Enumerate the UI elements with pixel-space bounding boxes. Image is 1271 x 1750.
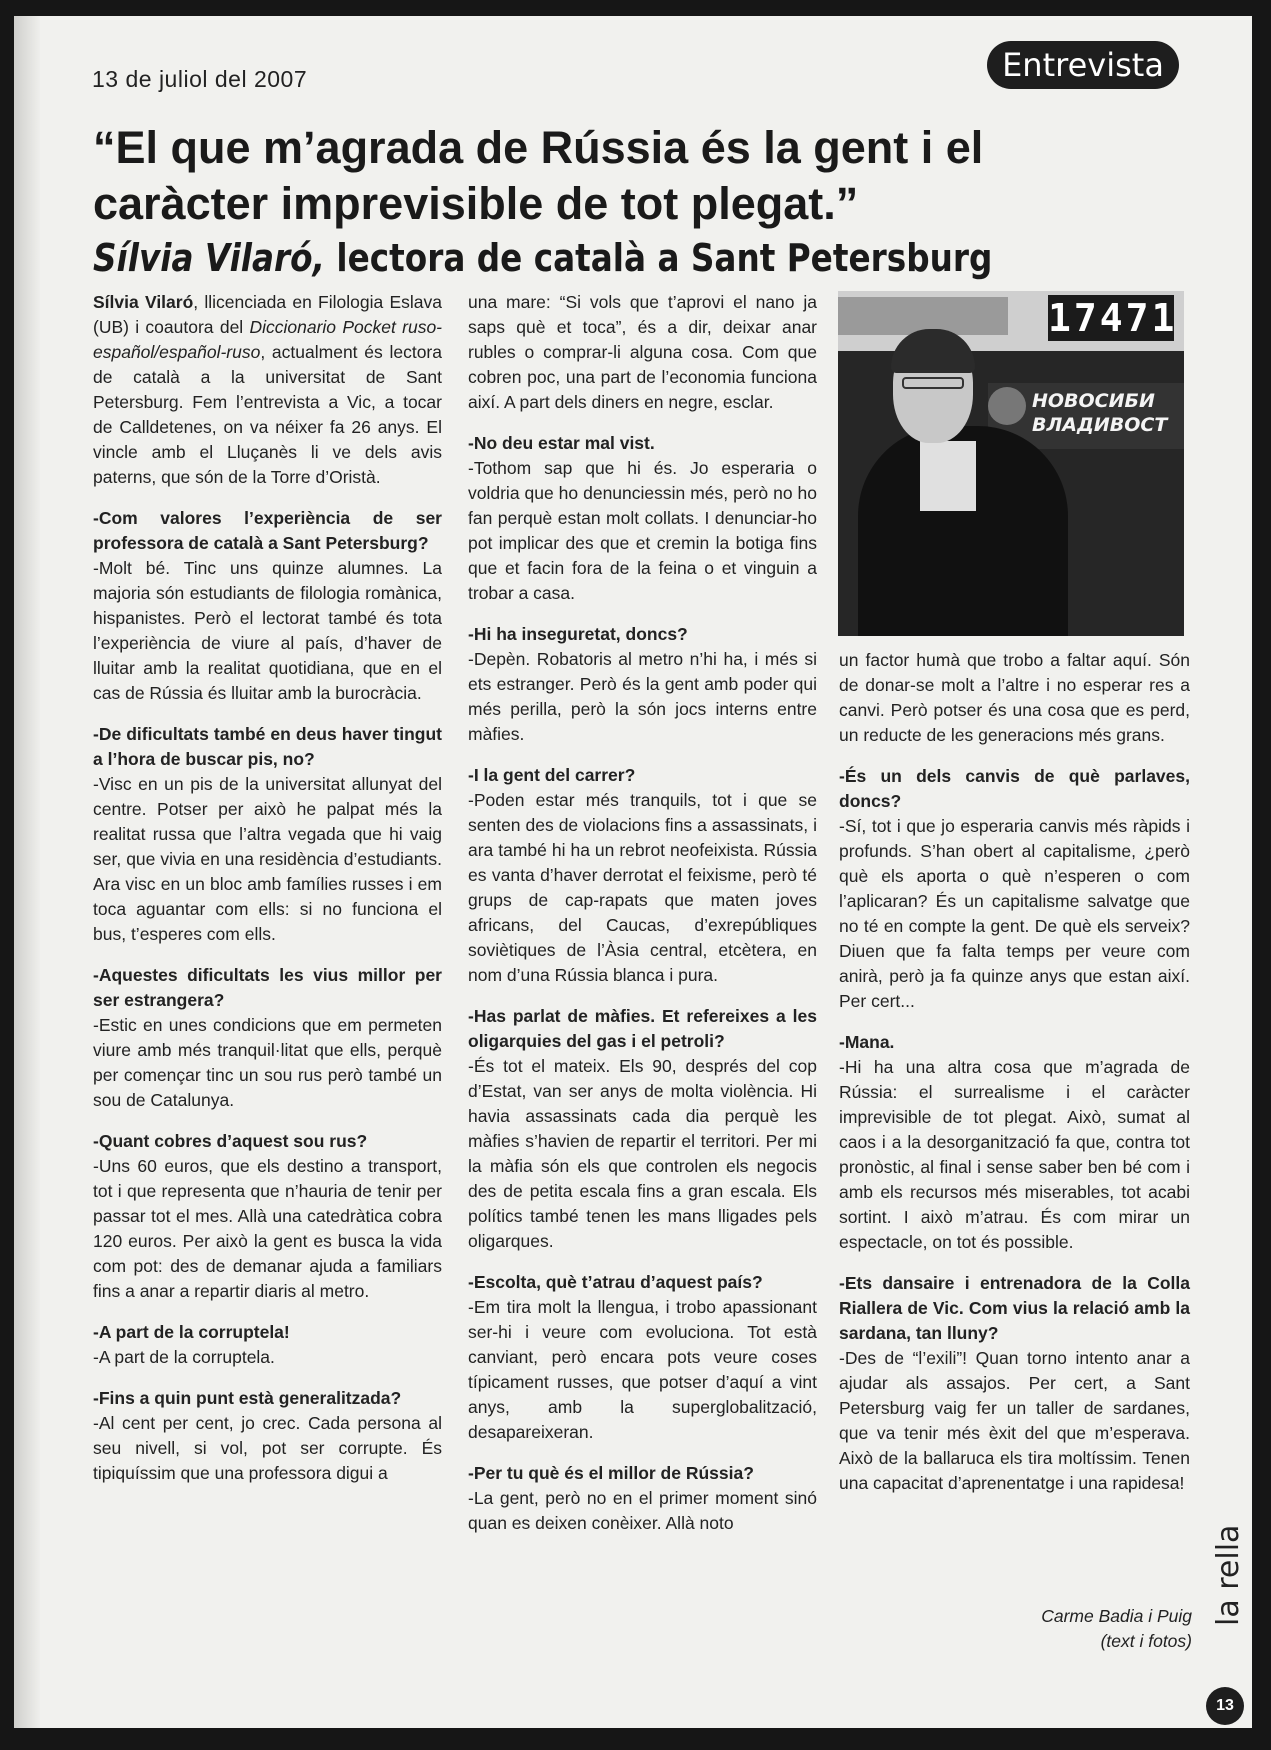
answer: -Hi ha una altra cosa que m’agrada de Rússia: el surrealisme i el caràcter imprevisible de tot plegat. Això, sumat al caos i a la desorganització fa que, contra tot pronòstic, al final i sense saber ben bé com i amb els recursos més miserables, tot acabi sortint. I això m’atrau. És com mirar un espectacle, on tot és possible. <box>839 1057 1190 1252</box>
question: -Has parlat de màfies. Et refereixes a les oligarquies del gas i el petroli? <box>468 1006 817 1051</box>
magazine-page <box>14 16 1252 1728</box>
answer: -Depèn. Robatoris al metro n’hi ha, i més si ets estranger. Però és la gent amb poder qui més perilla, però la són jocs interns entre màfies. <box>468 649 817 744</box>
subtitle-rest: lectora de català a Sant Petersburg <box>325 236 993 280</box>
answer: -És tot el mateix. Els 90, després del cop d’Estat, van ser anys de molta violència. Hi havia assassinats cada dia perquè les màfies s’havien de repartir el territori. Per mi la màfia són els que controlen els negocis des de petita escala fins a gran escala. Els polítics també tenen les mans lligades pels oligarques. <box>468 1056 817 1251</box>
question: -No deu estar mal vist. <box>468 433 655 453</box>
route-sign: НОВОСИБИ ВЛАДИВОСТ <box>988 383 1184 449</box>
question: -És un dels canvis de què parlaves, doncs? <box>839 766 1190 811</box>
answer: -La gent, però no en el primer moment sinó quan es deixen conèixer. Allà noto <box>468 1488 817 1533</box>
question: -De dificultats també en deus haver tingut a l’hora de buscar pis, no? <box>93 724 442 769</box>
issue-date: 13 de juliol del 2007 <box>92 66 308 92</box>
page-spine <box>14 16 40 1728</box>
column-3 <box>839 648 1190 1496</box>
answer: -Estic en unes condicions que em permeten viure amb més tranquil·litat que ells, perquè per començar tinc un sou rus però també un sou de Catalunya. <box>93 1015 442 1110</box>
answer-continued: un factor humà que trobo a faltar aquí. Són de donar-se molt a l’altre i no esperar res a canvi. Però potser és una cosa que es perd, un reducte de les generacions més grans. <box>839 650 1190 745</box>
question: -Quant cobres d’aquest sou rus? <box>93 1131 368 1151</box>
credit-author: Carme Badia i Puig <box>1041 1606 1192 1626</box>
question: -A part de la corruptela! <box>93 1322 290 1342</box>
question: -Fins a quin punt està generalitzada? <box>93 1388 402 1408</box>
answer: -Em tira molt la llengua, i trobo apassionant ser-hi i veure com evoluciona. Tot està canviant, però encara pots veure coses típicament russes, que potser d’aquí a vint anys, amb la superglobalització, desapareixeran. <box>468 1297 817 1442</box>
question: -Per tu què és el millor de Rússia? <box>468 1463 754 1483</box>
answer: -Poden estar més tranquils, tot i que se senten des de violacions fins a assassinats, i ara també hi ha un rebrot neofeixista. Rússia es vanta d’haver derrotat el feixisme, però té grups de cap-rapats que maten joves africans, del Caucas, d’exrepúbliques soviètiques de l’Àsia central, etcètera, en nom d’una Rússia blanca i pura. <box>468 790 817 985</box>
article-headline: “El que m’agrada de Rússia és la gent i el caràcter imprevisible de tot plegat.” <box>93 122 984 229</box>
column-1 <box>93 290 442 1486</box>
answer: -Al cent per cent, jo crec. Cada persona al seu nivell, si vol, pot ser corrupte. És tipiquíssim que una professora digui a <box>93 1413 442 1483</box>
intro-paragraph: Sílvia Vilaró, llicenciada en Filologia Eslava (UB) i coautora del Diccionario Pocket ruso-español/español-ruso, actualment és lectora de català a la universitat de Sant Petersburg. Fem l’entrevista a Vic, a tocar de Calldetenes, on va néixer fa 26 anys. El vincle amb el Lluçanès li ve dels avis paterns, que són de la Torre d’Oristà. <box>93 292 442 487</box>
page-number: 13 <box>1206 1687 1244 1725</box>
section-badge: Entrevista <box>987 41 1179 89</box>
question: -I la gent del carrer? <box>468 765 636 785</box>
subtitle-name: Sílvia Vilaró, <box>93 236 326 280</box>
question: -Ets dansaire i entrenadora de la Colla Riallera de Vic. Com vius la relació amb la sardana, tan lluny? <box>839 1273 1190 1343</box>
answer: -A part de la corruptela. <box>93 1347 275 1367</box>
train-number-plate: 17471 <box>1048 296 1178 340</box>
question: -Escolta, què t’atrau d’aquest país? <box>468 1272 763 1292</box>
emblem-icon <box>988 387 1026 425</box>
interview-photo <box>838 291 1184 636</box>
question: -Hi ha inseguretat, doncs? <box>468 624 688 644</box>
intro-name: Sílvia Vilaró <box>93 292 194 312</box>
question: -Mana. <box>839 1032 895 1052</box>
answer: -Sí, tot i que jo esperaria canvis més ràpids i profunds. S’han obert al capitalisme, ¿però què els aporta o què n’esperen o com l’aplicaran? És un capitalisme salvatge que no té en compte la gent. De què els serveix? Diuen que fa falta temps per veure com anirà, però ja fa quinze anys que estan així. Per cert... <box>839 816 1190 1011</box>
glasses-icon <box>902 377 964 389</box>
article-subtitle <box>93 236 993 280</box>
answer-continued: una mare: “Si vols que t’aprovi el nano ja saps què et toca”, és a dir, deixar anar rubles o comprar-li alguna cosa. Com que cobren poc, una part de l’economia funciona així. A part dels diners en negre, esclar. <box>468 292 817 412</box>
answer: -Visc en un pis de la universitat allunyat del centre. Potser per això he palpat més la realitat russa que l’altra vegada que hi vaig ser, que vivia en una residència d’estudiants. Ara visc en un bloc amb famílies russes i em toca aguantar com ells: si no funciona el bus, t’esperes com ells. <box>93 774 442 944</box>
byline <box>974 1604 1192 1654</box>
answer: -Des de “l’exili”! Quan torno intento anar a ajudar als assajos. Per cert, a Sant Petersburg vaig fer un taller de sardanes, que va tenir més èxit del que m’esperava. Això de la ballaruca els tira moltíssim. Tenen una capacitat d’aprenentatge i una rapidesa! <box>839 1348 1190 1493</box>
credit-note: (text i fotos) <box>1100 1631 1192 1651</box>
column-2 <box>468 290 817 1536</box>
question: -Com valores l’experiència de ser professora de català a Sant Petersburg? <box>93 508 442 553</box>
person-shirt <box>920 441 976 511</box>
book-title: Diccionario Pocket ruso-español/español-ruso <box>93 317 442 362</box>
answer: -Molt bé. Tinc uns quinze alumnes. La majoria són estudiants de filologia romànica, hispanistes. Però el lectorat també és tota l’experiència de viure al país, d’haver de lluitar amb la realitat quotidiana, que en el cas de Rússia és lluitar amb la burocràcia. <box>93 558 442 703</box>
answer: -Tothom sap que hi és. Jo esperaria o voldria que ho denunciessin més, però no ho fan perquè estan molt collats. I denunciar-ho pot implicar des que et cremin la botiga fins que et facin fora de la feina o et vinguin a trobar a casa. <box>468 458 817 603</box>
answer: -Uns 60 euros, que els destino a transport, tot i que representa que n’hauria de tenir per passar tot el mes. Allà una catedràtica cobra 120 euros. Per això la gent es busca la vida com pot: des de demanar ajuda a familiars fins a anar a repartir diaris al metro. <box>93 1156 442 1301</box>
question: -Aquestes dificultats les vius millor per ser estrangera? <box>93 965 442 1010</box>
magazine-brand: la rella <box>1211 1524 1246 1626</box>
